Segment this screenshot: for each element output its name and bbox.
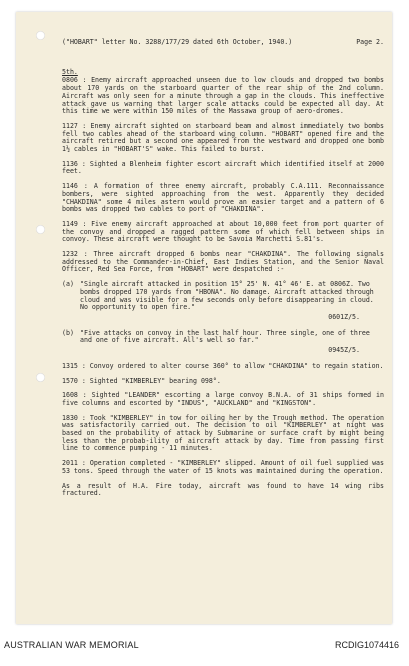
signal-time-group: 0945Z/5. [328, 346, 360, 355]
signal-time-group: 0601Z/5. [328, 312, 360, 321]
signal-a [62, 281, 384, 312]
institution-name: AUSTRALIAN WAR MEMORIAL [4, 640, 139, 650]
signal-text: "Single aircraft attacked in position 15° 25' N. 41° 46' E. at 0806Z. Two bombs dropped 170 yards from "HBONA". No damage. Aircraft attacked through cloud and was visible for a few seconds only before disappearing in cloud. No opportunity to open fire." [80, 280, 374, 312]
archive-footer [0, 630, 409, 666]
date-heading: 5th. [62, 67, 78, 76]
log-entry-1608: 1608 : Sighted "LEANDER" escorting a large convoy B.N.A. of 31 ships formed in five columns and escorted by "INDUS", "AUCKLAND" and "KINGSTON". [62, 391, 384, 407]
log-entry-1570: 1570 : Sighted "KIMBERLEY" bearing 098°. [62, 376, 221, 385]
log-entry-2011: 2011 : Operation completed - "KIMBERLEY" slipped. Amount of oil fuel supplied was 53 tons. Speed through the water of 15 knots was maintained during the operation. [62, 459, 384, 475]
log-entry-1127: 1127 : Enemy aircraft sighted on starboard beam and almost immediately two bombs fell two cables ahead of the starboard wing column. "HOBART" opened fire and the aircraft retired but a second one appeared from the westward and dropped one bomb 1½ cables in "HOBART'S" wake. This failed to burst. [62, 121, 384, 154]
signal-label: (a) [62, 280, 74, 289]
log-entry-1830: 1830 : Took "KIMBERLEY" in tow for oiling her by the Trough method. The operation was satisfactorily carried out. The decision to oil "KIMBERLEY" at night was based on the probability of attack by Submarine or surface craft by might being less than the probab-ility of aircraft attack by day. Time from passing first line to commence pumping - 11 minutes. [62, 413, 384, 453]
log-entry-1149: 1149 : Five enemy aircraft approached at about 10,000 feet from port quarter of the convoy and dropped a ragged pattern some of which fell between ships in convoy. These aircraft were thought to be Savoia Marchetti S.81's. [62, 219, 384, 244]
closing-remark: As a result of H.A. Fire today, aircraft was found to have 14 wing ribs fractured. [62, 481, 384, 498]
signal-text: "Five attacks on convoy in the last half hour. Three single, one of three and one of five aircraft. All's well so far." [80, 328, 370, 345]
letter-header [62, 39, 384, 47]
letter-reference: ("HOBART" letter No. 3288/177/29 dated 6th October, 1940.) [62, 38, 293, 46]
log-entry-1315: 1315 : Convoy ordered to alter course 360° to allow "CHAKDINA" to regain station. [62, 361, 384, 370]
punch-hole-bottom [36, 373, 45, 382]
log-entry-1232: 1232 : Three aircraft dropped 6 bombs near "CHAKDINA". The following signals addressed to the Commander-in-Chief, East Indies Station, and the Senior Naval Officer, Red Sea Force, from "HOBART" were despatched :- [62, 250, 384, 274]
punch-hole-top [36, 31, 45, 40]
punch-hole-middle [36, 225, 45, 234]
letter-body [62, 39, 384, 505]
log-entry-1136: 1136 : Sighted a Blenheim fighter escort aircraft which identified itself at 2000 feet. [62, 159, 384, 176]
signal-b [62, 330, 384, 345]
log-entry-1146: 1146 : A formation of three enemy aircraft, probably C.A.111. Reconnaissance bombers, were sighted approaching from the west. Apparently they decided "CHAKDINA" some 4 miles astern would prove an easier target and a pattern of 6 bombs was dropped two cables to port of "CHAKDINA". [62, 182, 384, 214]
document-page [16, 12, 392, 624]
record-id: RCDIG1074416 [334, 640, 399, 650]
signal-label: (b) [62, 328, 74, 337]
log-entry-0806: 0806 : Enemy aircraft approached unseen due to low clouds and dropped two bombs about 170 yards on the starboard quarter of the rear ship of the 2nd column. Aircraft was only seen for a minute through a gap in the clouds. This ineffective attack gave us warning that larger scale attacks could be expected all day. At this time we were within 150 miles of the Massawa group of aero-dromes. [62, 76, 384, 116]
page-number: Page 2. [356, 38, 384, 46]
